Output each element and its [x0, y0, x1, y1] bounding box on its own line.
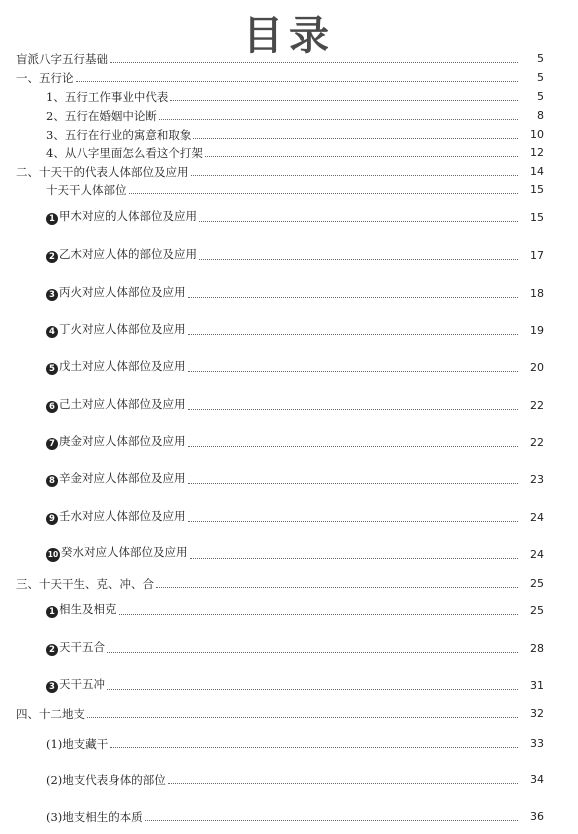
number-badge: 2 — [46, 644, 58, 656]
toc-entry-label: (2)地支代表身体的部位 — [46, 773, 166, 787]
toc-entry[interactable] — [0, 473, 578, 487]
toc-entry-page-number: 22 — [530, 436, 544, 449]
toc-entry-label: 3 天干五冲 — [46, 677, 105, 693]
toc-entry[interactable] — [0, 436, 578, 450]
toc-entry[interactable] — [0, 737, 578, 751]
dot-leader — [107, 652, 518, 653]
toc-entry-label: 2、五行在婚姻中论断 — [46, 109, 157, 123]
dot-leader — [107, 689, 518, 690]
dot-leader — [110, 62, 518, 63]
toc-entry-label: 8 辛金对应人体部位及应用 — [46, 471, 186, 487]
toc-entry[interactable] — [0, 128, 578, 142]
toc-entry-page-number: 32 — [530, 707, 544, 720]
dot-leader — [190, 558, 519, 559]
dot-leader — [188, 371, 519, 372]
dot-leader — [159, 119, 518, 120]
toc-entry-label: 1、五行工作事业中代表 — [46, 90, 169, 104]
toc-entry[interactable] — [0, 545, 578, 562]
toc-entry[interactable] — [0, 604, 578, 618]
toc-entry-label: 盲派八字五行基础 — [16, 52, 108, 66]
toc-entry-page-number: 23 — [530, 473, 544, 486]
number-badge: 5 — [46, 363, 58, 375]
toc-entry-label: 1 相生及相克 — [46, 602, 117, 618]
toc-entry-page-number: 25 — [530, 604, 544, 617]
number-badge: 1 — [46, 213, 58, 225]
dot-leader — [188, 521, 519, 522]
page-title: 目录 — [243, 13, 335, 59]
toc-entry[interactable] — [0, 511, 578, 525]
toc-entry[interactable] — [0, 361, 578, 375]
dot-leader — [188, 483, 519, 484]
toc-entry[interactable] — [0, 249, 578, 263]
dot-leader — [145, 820, 518, 821]
toc-entry-label: 10 癸水对应人体部位及应用 — [46, 545, 188, 562]
dot-leader — [193, 138, 518, 139]
toc-entry-page-number: 33 — [530, 737, 544, 750]
toc-entry-page-number: 36 — [530, 810, 544, 823]
toc-entry-page-number: 18 — [530, 287, 544, 300]
toc-entry-page-number: 34 — [530, 773, 544, 786]
toc-entry-page-number: 24 — [530, 548, 544, 561]
dot-leader — [205, 156, 518, 157]
toc-entry-label: 四、十二地支 — [16, 707, 85, 721]
toc-entry[interactable] — [0, 211, 578, 225]
toc-entry-label: 2 乙木对应人体的部位及应用 — [46, 247, 197, 263]
toc-entry-page-number: 5 — [537, 52, 544, 65]
toc-entry-page-number: 25 — [530, 577, 544, 590]
toc-entry[interactable] — [0, 810, 578, 824]
number-badge: 8 — [46, 475, 58, 487]
toc-entry[interactable] — [0, 109, 578, 123]
toc-entry-page-number: 17 — [530, 249, 544, 262]
toc-entry-page-number: 19 — [530, 324, 544, 337]
toc-entry-page-number: 14 — [530, 165, 544, 178]
toc-entry[interactable] — [0, 71, 578, 85]
number-badge: 4 — [46, 326, 58, 338]
toc-entry-page-number: 5 — [537, 71, 544, 84]
toc-entry[interactable] — [0, 324, 578, 338]
dot-leader — [168, 783, 518, 784]
toc-entry-label: 2 天干五合 — [46, 640, 105, 656]
number-badge: 10 — [46, 548, 60, 562]
toc-entry[interactable] — [0, 773, 578, 787]
toc-entry[interactable] — [0, 642, 578, 656]
toc-entry-label: 5 戊土对应人体部位及应用 — [46, 359, 186, 375]
toc-entry-label: (1)地支藏干 — [46, 737, 109, 751]
toc-entry[interactable] — [0, 146, 578, 160]
toc-entry-page-number: 31 — [530, 679, 544, 692]
toc-entry-page-number: 22 — [530, 399, 544, 412]
toc-entry-page-number: 20 — [530, 361, 544, 374]
toc-entry-page-number: 10 — [530, 128, 544, 141]
toc-entry-label: 二、十天干的代表人体部位及应用 — [16, 165, 189, 179]
toc-entry-label: 三、十天干生、克、冲、合 — [16, 577, 154, 591]
dot-leader — [188, 334, 519, 335]
toc-entry-page-number: 24 — [530, 511, 544, 524]
number-badge: 3 — [46, 289, 58, 301]
toc-entry-page-number: 28 — [530, 642, 544, 655]
dot-leader — [188, 297, 519, 298]
toc-entry-label: 十天干人体部位 — [46, 183, 127, 197]
toc-entry-label: (3)地支相生的本质 — [46, 810, 143, 824]
toc-entry[interactable] — [0, 183, 578, 197]
toc-entry[interactable] — [0, 577, 578, 591]
toc-entry-label: 3、五行在行业的寓意和取象 — [46, 128, 192, 142]
dot-leader — [199, 259, 518, 260]
dot-leader — [188, 446, 519, 447]
toc-entry[interactable] — [0, 399, 578, 413]
number-badge: 1 — [46, 606, 58, 618]
dot-leader — [191, 175, 519, 176]
toc-entry-label: 7 庚金对应人体部位及应用 — [46, 434, 186, 450]
toc-entry-page-number: 8 — [537, 109, 544, 122]
dot-leader — [76, 81, 519, 82]
toc-entry-label: 1 甲木对应的人体部位及应用 — [46, 209, 197, 225]
toc-entry-page-number: 5 — [537, 90, 544, 103]
toc-entry-label: 一、五行论 — [16, 71, 74, 85]
dot-leader — [119, 614, 519, 615]
toc-entry-label: 9 壬水对应人体部位及应用 — [46, 509, 186, 525]
toc-entry[interactable] — [0, 165, 578, 179]
dot-leader — [199, 221, 518, 222]
dot-leader — [170, 100, 518, 101]
number-badge: 3 — [46, 681, 58, 693]
number-badge: 2 — [46, 251, 58, 263]
toc-entry[interactable] — [0, 287, 578, 301]
toc-entry[interactable] — [0, 90, 578, 104]
number-badge: 6 — [46, 401, 58, 413]
dot-leader — [110, 747, 518, 748]
toc-entry-page-number: 15 — [530, 211, 544, 224]
toc-entry-page-number: 15 — [530, 183, 544, 196]
toc-entry-label: 4 丁火对应人体部位及应用 — [46, 322, 186, 338]
number-badge: 7 — [46, 438, 58, 450]
dot-leader — [188, 409, 519, 410]
toc-entry[interactable] — [0, 52, 578, 66]
toc-entry-label: 4、从八字里面怎么看这个打架 — [46, 146, 203, 160]
dot-leader — [156, 587, 518, 588]
toc-entry-label: 3 丙火对应人体部位及应用 — [46, 285, 186, 301]
number-badge: 9 — [46, 513, 58, 525]
toc-entry-label: 6 己土对应人体部位及应用 — [46, 397, 186, 413]
dot-leader — [129, 193, 519, 194]
toc-entry[interactable] — [0, 707, 578, 721]
toc-entry[interactable] — [0, 679, 578, 693]
toc-entry-page-number: 12 — [530, 146, 544, 159]
dot-leader — [87, 717, 518, 718]
